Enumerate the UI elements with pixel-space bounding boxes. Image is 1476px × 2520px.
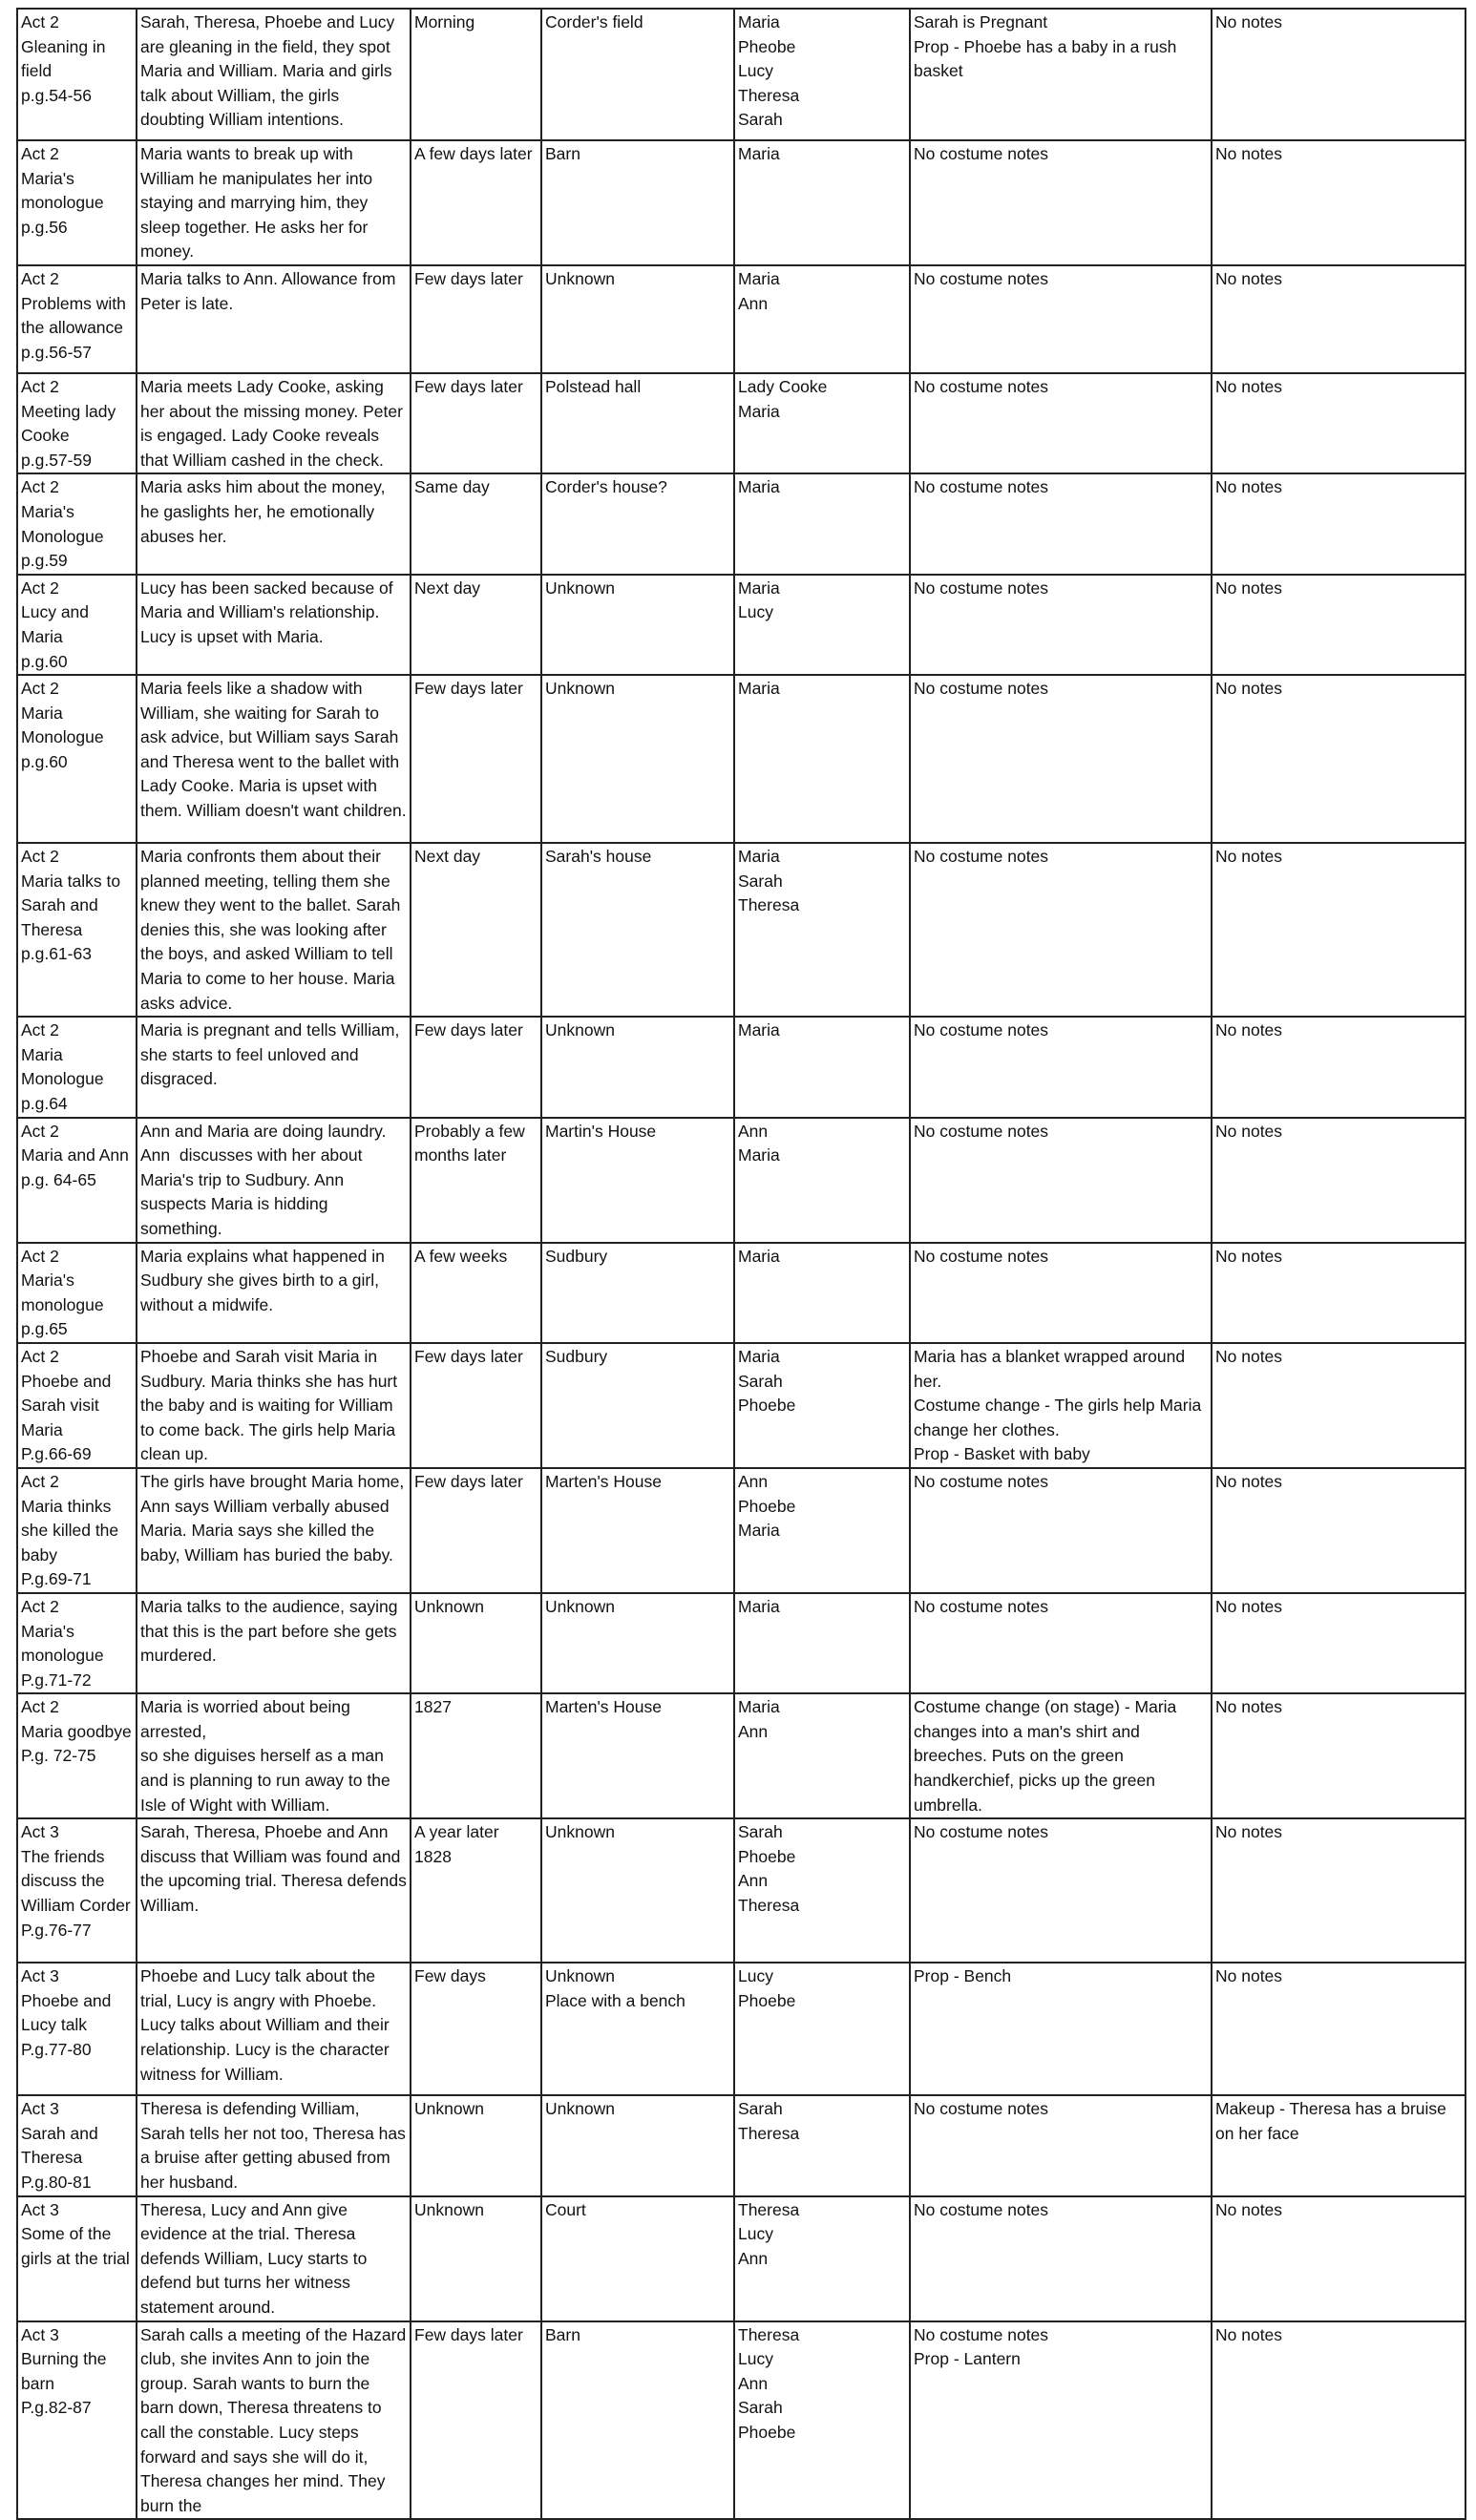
location-cell: Unknown (541, 575, 734, 675)
scene-cell: Act 2 Maria talks to Sarah and Theresa p.g.61-63 (17, 843, 137, 1017)
location-cell: Marten's House (541, 1693, 734, 1818)
summary-cell: Maria confronts them about their planned meeting, telling them she knew they went to the ballet. Sarah denies this, she was looking after the boys, and asked William to tell Maria to come to her house. Maria asks advice. (137, 843, 411, 1017)
notes-cell: No notes (1212, 843, 1465, 1017)
costume-cell: No costume notes (910, 843, 1212, 1017)
summary-cell: Maria meets Lady Cooke, asking her about the missing money. Peter is engaged. Lady Cooke reveals that William cashed in the check. (137, 373, 411, 473)
costume-cell: No costume notes (910, 2095, 1212, 2195)
characters-cell: Maria (734, 1243, 910, 1343)
time-cell: Morning (411, 9, 541, 140)
location-cell: Marten's House (541, 1468, 734, 1593)
time-cell: Few days later (411, 1017, 541, 1117)
location-cell: Unknown (541, 1593, 734, 1693)
time-cell: Few days later (411, 1343, 541, 1468)
notes-cell: No notes (1212, 140, 1465, 265)
costume-cell: Prop - Bench (910, 1963, 1212, 2095)
table-row (17, 140, 1465, 265)
costume-cell: No costume notes (910, 575, 1212, 675)
costume-cell: No costume notes (910, 1468, 1212, 1593)
notes-cell: Makeup - Theresa has a bruise on her face (1212, 2095, 1465, 2195)
summary-cell: Maria asks him about the money, he gaslights her, he emotionally abuses her. (137, 473, 411, 574)
table-row (17, 2196, 1465, 2321)
characters-cell: Maria Lucy (734, 575, 910, 675)
notes-cell: No notes (1212, 1343, 1465, 1468)
scene-cell: Act 2 Maria's monologue p.g.56 (17, 140, 137, 265)
notes-cell: No notes (1212, 675, 1465, 843)
costume-cell: No costume notes (910, 675, 1212, 843)
table-row (17, 575, 1465, 675)
time-cell: Unknown (411, 1593, 541, 1693)
costume-cell: No costume notes Prop - Lantern (910, 2321, 1212, 2520)
costume-cell: Maria has a blanket wrapped around her. Costume change - The girls help Maria change her clothes. Prop - Basket with baby (910, 1343, 1212, 1468)
costume-cell: No costume notes (910, 1118, 1212, 1243)
location-cell: Unknown (541, 1818, 734, 1963)
table-row (17, 265, 1465, 373)
scene-breakdown-table (16, 8, 1466, 2520)
notes-cell: No notes (1212, 1017, 1465, 1117)
notes-cell: No notes (1212, 9, 1465, 140)
scene-cell: Act 2 Meeting lady Cooke p.g.57-59 (17, 373, 137, 473)
time-cell: Few days (411, 1963, 541, 2095)
location-cell: Barn (541, 2321, 734, 2520)
scene-cell: Act 2 Maria Monologue p.g.64 (17, 1017, 137, 1117)
characters-cell: Theresa Lucy Ann Sarah Phoebe (734, 2321, 910, 2520)
location-cell: Court (541, 2196, 734, 2321)
table-row (17, 1017, 1465, 1117)
scene-cell: Act 2 Maria's Monologue p.g.59 (17, 473, 137, 574)
table-row (17, 1468, 1465, 1593)
summary-cell: Lucy has been sacked because of Maria and William's relationship. Lucy is upset with Maria. (137, 575, 411, 675)
notes-cell: No notes (1212, 575, 1465, 675)
summary-cell: Maria talks to the audience, saying that this is the part before she gets murdered. (137, 1593, 411, 1693)
costume-cell: No costume notes (910, 1818, 1212, 1963)
scene-cell: Act 3 Some of the girls at the trial (17, 2196, 137, 2321)
characters-cell: Maria Pheobe Lucy Theresa Sarah (734, 9, 910, 140)
time-cell: A year later 1828 (411, 1818, 541, 1963)
notes-cell: No notes (1212, 1963, 1465, 2095)
table-row (17, 373, 1465, 473)
characters-cell: Maria (734, 675, 910, 843)
scene-cell: Act 2 Maria's monologue P.g.71-72 (17, 1593, 137, 1693)
time-cell: Next day (411, 575, 541, 675)
summary-cell: Maria feels like a shadow with William, she waiting for Sarah to ask advice, but William says Sarah and Theresa went to the ballet with Lady Cooke. Maria is upset with them. William doesn't want children. (137, 675, 411, 843)
costume-cell: No costume notes (910, 473, 1212, 574)
characters-cell: Maria (734, 140, 910, 265)
location-cell: Unknown (541, 265, 734, 373)
characters-cell: Theresa Lucy Ann (734, 2196, 910, 2321)
characters-cell: Maria Ann (734, 1693, 910, 1818)
time-cell: Few days later (411, 265, 541, 373)
costume-cell: No costume notes (910, 1593, 1212, 1693)
scene-cell: Act 2 Maria thinks she killed the baby P.g.69-71 (17, 1468, 137, 1593)
table-row (17, 473, 1465, 574)
characters-cell: Lady Cooke Maria (734, 373, 910, 473)
costume-cell: No costume notes (910, 265, 1212, 373)
location-cell: Polstead hall (541, 373, 734, 473)
table-row (17, 1963, 1465, 2095)
notes-cell: No notes (1212, 2196, 1465, 2321)
costume-cell: No costume notes (910, 2196, 1212, 2321)
table-row (17, 2321, 1465, 2520)
location-cell: Corder's house? (541, 473, 734, 574)
notes-cell: No notes (1212, 1243, 1465, 1343)
summary-cell: Ann and Maria are doing laundry. Ann discusses with her about Maria's trip to Sudbury. Ann suspects Maria is hidding something. (137, 1118, 411, 1243)
costume-cell: No costume notes (910, 140, 1212, 265)
costume-cell: No costume notes (910, 1243, 1212, 1343)
table-row (17, 1818, 1465, 1963)
summary-cell: Maria is pregnant and tells William, she starts to feel unloved and disgraced. (137, 1017, 411, 1117)
costume-cell: No costume notes (910, 1017, 1212, 1117)
summary-cell: Sarah calls a meeting of the Hazard club, she invites Ann to join the group. Sarah wants to burn the barn down, Theresa threatens to call the constable. Lucy steps forward and says she will do it, Theresa changes her mind. They burn the (137, 2321, 411, 2520)
scene-cell: Act 2 Gleaning in field p.g.54-56 (17, 9, 137, 140)
summary-cell: Theresa, Lucy and Ann give evidence at the trial. Theresa defends William, Lucy starts to defend but turns her witness statement around. (137, 2196, 411, 2321)
time-cell: Next day (411, 843, 541, 1017)
characters-cell: Lucy Phoebe (734, 1963, 910, 2095)
location-cell: Unknown Place with a bench (541, 1963, 734, 2095)
summary-cell: Maria explains what happened in Sudbury she gives birth to a girl, without a midwife. (137, 1243, 411, 1343)
table-row (17, 1343, 1465, 1468)
location-cell: Corder's field (541, 9, 734, 140)
characters-cell: Sarah Theresa (734, 2095, 910, 2195)
costume-cell: Sarah is Pregnant Prop - Phoebe has a baby in a rush basket (910, 9, 1212, 140)
time-cell: 1827 (411, 1693, 541, 1818)
table-row (17, 2095, 1465, 2195)
time-cell: Unknown (411, 2196, 541, 2321)
time-cell: Unknown (411, 2095, 541, 2195)
notes-cell: No notes (1212, 1118, 1465, 1243)
scene-cell: Act 3 Phoebe and Lucy talk P.g.77-80 (17, 1963, 137, 2095)
characters-cell: Maria Sarah Theresa (734, 843, 910, 1017)
notes-cell: No notes (1212, 265, 1465, 373)
time-cell: Same day (411, 473, 541, 574)
time-cell: A few weeks (411, 1243, 541, 1343)
time-cell: Few days later (411, 373, 541, 473)
time-cell: Few days later (411, 675, 541, 843)
time-cell: Few days later (411, 1468, 541, 1593)
notes-cell: No notes (1212, 473, 1465, 574)
characters-cell: Ann Maria (734, 1118, 910, 1243)
location-cell: Sudbury (541, 1343, 734, 1468)
table-row (17, 1118, 1465, 1243)
costume-cell: No costume notes (910, 373, 1212, 473)
location-cell: Unknown (541, 675, 734, 843)
summary-cell: Phoebe and Lucy talk about the trial, Lucy is angry with Phoebe. Lucy talks about William and their relationship. Lucy is the character witness for William. (137, 1963, 411, 2095)
summary-cell: The girls have brought Maria home, Ann says William verbally abused Maria. Maria says she killed the baby, William has buried the baby. (137, 1468, 411, 1593)
scene-cell: Act 3 The friends discuss the William Corder P.g.76-77 (17, 1818, 137, 1963)
scene-cell: Act 2 Problems with the allowance p.g.56-57 (17, 265, 137, 373)
costume-cell: Costume change (on stage) - Maria changes into a man's shirt and breeches. Puts on the green handkerchief, picks up the green umbrella. (910, 1693, 1212, 1818)
location-cell: Unknown (541, 1017, 734, 1117)
table-row (17, 675, 1465, 843)
characters-cell: Maria (734, 1593, 910, 1693)
table-row (17, 9, 1465, 140)
summary-cell: Maria is worried about being arrested, so she diguises herself as a man and is planning to run away to the Isle of Wight with William. (137, 1693, 411, 1818)
scene-cell: Act 3 Burning the barn P.g.82-87 (17, 2321, 137, 2520)
characters-cell: Ann Phoebe Maria (734, 1468, 910, 1593)
table-row (17, 843, 1465, 1017)
location-cell: Barn (541, 140, 734, 265)
notes-cell: No notes (1212, 1468, 1465, 1593)
table-row (17, 1693, 1465, 1818)
location-cell: Unknown (541, 2095, 734, 2195)
characters-cell: Sarah Phoebe Ann Theresa (734, 1818, 910, 1963)
scene-cell: Act 2 Maria goodbye P.g. 72-75 (17, 1693, 137, 1818)
time-cell: Few days later (411, 2321, 541, 2520)
notes-cell: No notes (1212, 1818, 1465, 1963)
characters-cell: Maria Sarah Phoebe (734, 1343, 910, 1468)
scene-cell: Act 2 Maria Monologue p.g.60 (17, 675, 137, 843)
notes-cell: No notes (1212, 1693, 1465, 1818)
notes-cell: No notes (1212, 2321, 1465, 2520)
characters-cell: Maria (734, 1017, 910, 1117)
summary-cell: Theresa is defending William, Sarah tells her not too, Theresa has a bruise after getting abused from her husband. (137, 2095, 411, 2195)
scene-cell: Act 2 Maria and Ann p.g. 64-65 (17, 1118, 137, 1243)
summary-cell: Sarah, Theresa, Phoebe and Ann discuss that William was found and the upcoming trial. Theresa defends William. (137, 1818, 411, 1963)
summary-cell: Sarah, Theresa, Phoebe and Lucy are gleaning in the field, they spot Maria and William. Maria and girls talk about William, the girls doubting William intentions. (137, 9, 411, 140)
table-body (17, 9, 1465, 2519)
notes-cell: No notes (1212, 1593, 1465, 1693)
table-row (17, 1593, 1465, 1693)
time-cell: Probably a few months later (411, 1118, 541, 1243)
characters-cell: Maria Ann (734, 265, 910, 373)
location-cell: Martin's House (541, 1118, 734, 1243)
location-cell: Sudbury (541, 1243, 734, 1343)
time-cell: A few days later (411, 140, 541, 265)
summary-cell: Maria talks to Ann. Allowance from Peter is late. (137, 265, 411, 373)
scene-cell: Act 3 Sarah and Theresa P.g.80-81 (17, 2095, 137, 2195)
summary-cell: Maria wants to break up with William he manipulates her into staying and marrying him, they sleep together. He asks her for money. (137, 140, 411, 265)
table-row (17, 1243, 1465, 1343)
scene-cell: Act 2 Maria's monologue p.g.65 (17, 1243, 137, 1343)
scene-cell: Act 2 Lucy and Maria p.g.60 (17, 575, 137, 675)
scene-cell: Act 2 Phoebe and Sarah visit Maria P.g.66-69 (17, 1343, 137, 1468)
notes-cell: No notes (1212, 373, 1465, 473)
summary-cell: Phoebe and Sarah visit Maria in Sudbury. Maria thinks she has hurt the baby and is waiting for William to come back. The girls help Maria clean up. (137, 1343, 411, 1468)
location-cell: Sarah's house (541, 843, 734, 1017)
characters-cell: Maria (734, 473, 910, 574)
